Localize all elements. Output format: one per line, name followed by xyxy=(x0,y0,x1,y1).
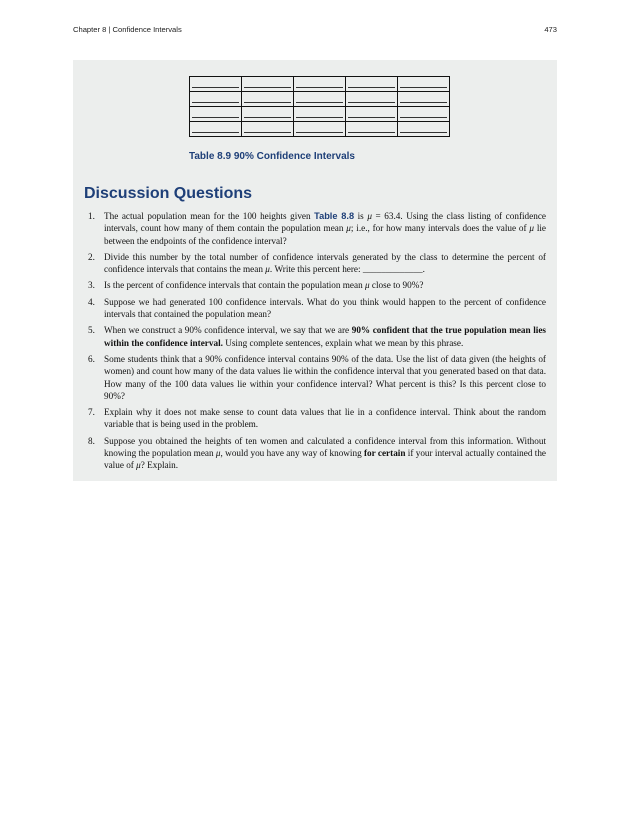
question-item xyxy=(73,251,546,276)
table-cell xyxy=(398,107,450,122)
table-cell xyxy=(346,122,398,137)
fill-in-blank xyxy=(244,95,291,103)
table-cell xyxy=(346,92,398,107)
fill-in-blank xyxy=(192,80,239,88)
math-symbol: μ xyxy=(215,448,221,459)
math-symbol: μ xyxy=(529,223,534,234)
question-text: Suppose you obtained the heights of ten women and calculated a confidence interval from this information. Without knowing the population mean xyxy=(104,435,546,459)
question-number: 5. xyxy=(88,325,95,336)
table-cell xyxy=(398,122,450,137)
question-text: Explain why it does not make sense to count data values that lie in a confidence interval. Think about the random variable that is being used in the problem. xyxy=(104,407,546,430)
fill-in-blank xyxy=(296,110,343,118)
question-number: 2. xyxy=(88,251,95,262)
fill-in-blank xyxy=(244,80,291,88)
exercise-panel xyxy=(73,60,557,481)
fill-in-blank xyxy=(348,80,395,88)
discussion-questions-list xyxy=(73,210,546,476)
question-text: , would you have any way of knowing xyxy=(220,448,364,459)
table-cell xyxy=(190,92,242,107)
table-row xyxy=(190,77,450,92)
question-text: if your interval actually contained the value of xyxy=(104,448,546,471)
fill-in-blank xyxy=(296,125,343,133)
question-text: is xyxy=(354,211,368,221)
question-text: Divide this number by the total number of confidence intervals generated by the class to determine the percent of confidence intervals that contains the mean xyxy=(104,251,546,275)
table-cell xyxy=(294,92,346,107)
question-text: Is the percent of confidence intervals that contain the population mean xyxy=(104,280,365,291)
fill-in-blank xyxy=(244,125,291,133)
table-cell xyxy=(294,122,346,137)
fill-in-blank xyxy=(400,110,447,118)
table-reference-link[interactable]: Table 8.8 xyxy=(314,211,355,221)
question-text: ; i.e., for how many intervals does the value of xyxy=(350,223,530,234)
question-number: 1. xyxy=(88,211,95,221)
question-text: lie between the endpoints of the confidence interval? xyxy=(104,223,547,246)
table-cell xyxy=(294,107,346,122)
math-symbol: μ xyxy=(136,460,141,471)
section-title: Discussion Questions xyxy=(84,185,253,202)
table-row xyxy=(190,107,450,122)
question-text: Some students think that a 90% confidence interval contains 90% of the data. Use the list of data given (the heights of women) and count how many of the data values lie within the confidence interval that you generated based on that data. How many of the 100 data values lie within your confidence interval? What percent is this? Is this percent close to 90%? xyxy=(104,353,546,401)
question-text: close to 90%? xyxy=(369,280,424,291)
math-symbol: μ xyxy=(346,223,351,234)
fill-in-blank xyxy=(348,110,395,118)
fill-in-blank xyxy=(192,110,239,118)
table-cell xyxy=(398,92,450,107)
emphasis-text: for certain xyxy=(364,448,406,459)
table-cell xyxy=(242,107,294,122)
question-number: 7. xyxy=(88,407,95,418)
fill-in-blank xyxy=(400,80,447,88)
confidence-interval-table xyxy=(189,76,450,137)
question-item xyxy=(73,210,546,247)
math-symbol: μ xyxy=(367,211,372,221)
math-symbol: μ xyxy=(364,280,370,291)
fill-in-blank xyxy=(244,110,291,118)
question-text: . Write this percent here: _____________. xyxy=(269,264,425,275)
running-header xyxy=(73,25,557,37)
table-cell xyxy=(190,122,242,137)
fill-in-blank xyxy=(400,125,447,133)
table-row xyxy=(190,92,450,107)
table-cell xyxy=(346,107,398,122)
fill-in-blank xyxy=(192,125,239,133)
table-cell xyxy=(294,77,346,92)
question-text: The actual population mean for the 100 heights given xyxy=(104,211,315,221)
question-number: 6. xyxy=(88,353,95,364)
math-symbol: μ xyxy=(265,264,270,275)
chapter-title: Chapter 8 | Confidence Intervals xyxy=(73,25,182,34)
question-text: Using complete sentences, explain what we mean by this phrase. xyxy=(222,337,464,348)
table-cell xyxy=(190,107,242,122)
table-cell xyxy=(242,122,294,137)
question-text: = 63.4. Using the class listing of confidence intervals, count how many of them contain the population mean xyxy=(104,211,546,234)
emphasis-text: 90% confident that the true population mean lies within the confidence interval. xyxy=(104,325,546,348)
question-number: 4. xyxy=(88,296,95,307)
question-text: Suppose we had generated 100 confidence intervals. What do you think would happen to the percent of confidence intervals that contained the population mean? xyxy=(104,296,546,320)
question-item xyxy=(73,353,546,402)
fill-in-blank xyxy=(296,95,343,103)
table-cell xyxy=(190,77,242,92)
question-item xyxy=(73,406,546,431)
question-number: 3. xyxy=(88,280,95,291)
question-item xyxy=(73,296,546,321)
question-number: 8. xyxy=(88,435,95,446)
table-cell xyxy=(242,92,294,107)
question-item xyxy=(73,279,546,291)
fill-in-blank xyxy=(400,95,447,103)
page-number: 473 xyxy=(544,25,557,34)
table-cell xyxy=(242,77,294,92)
table-row xyxy=(190,122,450,137)
fill-in-blank xyxy=(348,95,395,103)
table-cell xyxy=(346,77,398,92)
question-text: ? Explain. xyxy=(140,460,179,471)
question-item xyxy=(73,435,546,472)
question-item xyxy=(73,324,546,349)
fill-in-blank xyxy=(192,95,239,103)
fill-in-blank xyxy=(348,125,395,133)
question-text: When we construct a 90% confidence interval, we say that we are xyxy=(104,325,352,336)
table-caption: Table 8.9 90% Confidence Intervals xyxy=(189,151,355,162)
table-cell xyxy=(398,77,450,92)
fill-in-blank xyxy=(296,80,343,88)
